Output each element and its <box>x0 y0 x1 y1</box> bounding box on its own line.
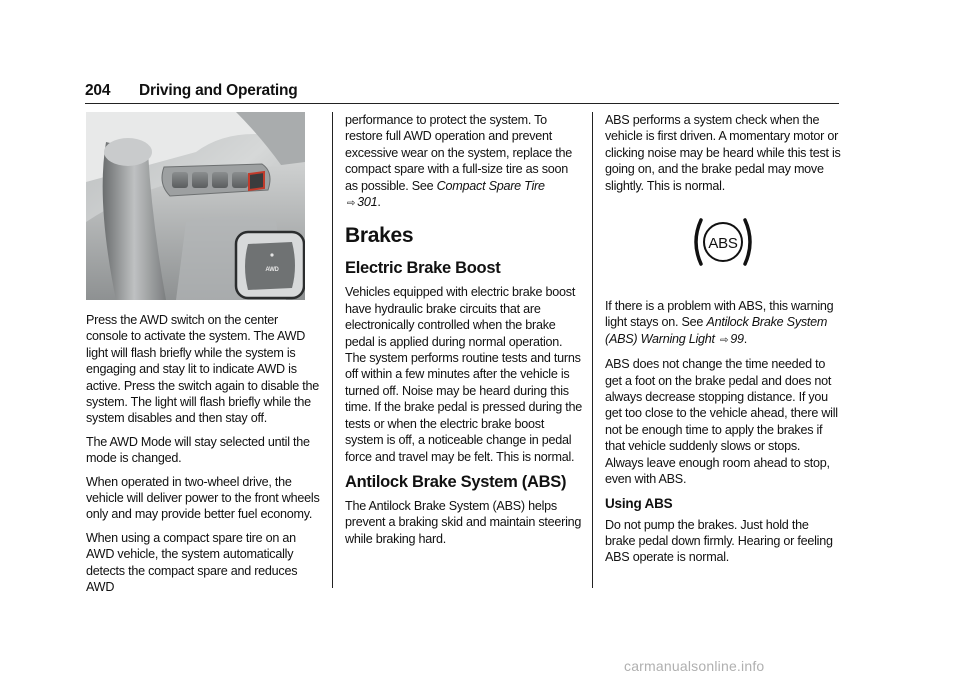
watermark: carmanualsonline.info <box>624 658 765 674</box>
using-abs-heading: Using ABS <box>605 495 673 511</box>
abs-symbol-text: ABS <box>708 235 738 253</box>
sentence-end: . <box>377 195 381 210</box>
awd-button-label: AWD <box>265 267 279 273</box>
abs-warning-light-ref-text: Antilock Brake System (ABS) Warning Light <box>605 315 828 346</box>
abs-problem-text: If there is a problem with ABS, this warning light stays on. See <box>605 299 834 330</box>
compact-spare-tire-page: 301 <box>357 195 378 210</box>
electric-brake-boost-heading: Electric Brake Boost <box>345 259 501 278</box>
using-abs-paragraph: Do not pump the brakes. Just hold the brake pedal down firmly. Hearing or feeling ABS operate is normal. <box>605 517 833 565</box>
column-divider-2 <box>592 112 593 588</box>
abs-problem-paragraph <box>605 298 841 349</box>
page-header <box>85 82 839 104</box>
abs-intro-paragraph: The Antilock Brake System (ABS) helps prevent a braking skid and maintain steering while braking hard. <box>345 498 582 546</box>
sentence-end: . <box>743 331 747 346</box>
abs-warning-light-page: 99 <box>730 331 744 346</box>
brakes-heading: Brakes <box>345 224 414 248</box>
column-1 <box>86 112 322 603</box>
reference-arrow-icon: ⇨ <box>347 198 356 210</box>
awd-paragraph-4: When using a compact spare tire on an AWD vehicle, the system automatically detects the compact spare and reduces AWD <box>86 530 298 595</box>
column-3 <box>605 112 841 573</box>
awd-paragraph-2: The AWD Mode will stay selected until the mode is changed. <box>86 434 310 466</box>
electric-brake-boost-paragraph: Vehicles equipped with electric brake boost have hydraulic brake circuits that are electronically controlled when the brake pedal is applied during normal operation. The system performs routine tests and turns off within a few minutes after the vehicle is turned off. Noise may be heard during this time. If the brake pedal is pressed during the tests or when the electric brake boost system is off, a noticeable change in pedal force and travel may be felt. This is normal. <box>345 285 583 464</box>
awd-continued-text: performance to protect the system. To restore full AWD operation and prevent excessive wear on the system, replace the compact spare with a full-size tire as soon as possible. See <box>345 113 573 193</box>
column-2 <box>345 112 583 554</box>
abs-stopping-paragraph: ABS does not change the time needed to get a foot on the brake pedal and does not always decrease stopping distance. If you get too close to the vehicle ahead, there will not be enough time to apply the brakes if that vehicle suddenly slows or stops. Always leave enough room ahead to stop, even with ABS. <box>605 357 838 487</box>
awd-paragraph-3: When operated in two-wheel drive, the vehicle will deliver power to the front wheels only and may provide better fuel economy. <box>86 474 320 522</box>
awd-paragraph-1: Press the AWD switch on the center console to activate the system. The AWD light will flash briefly while the system is engaging and stay lit to indicate AWD is active. Press the switch again to disable the system. The light will flash briefly while the system disables and then stay off. <box>86 313 320 426</box>
page-number: 204 <box>85 82 111 99</box>
section-title: Driving and Operating <box>139 82 298 99</box>
compact-spare-tire-ref-text: Compact Spare Tire <box>436 178 545 193</box>
column-divider-1 <box>332 112 333 588</box>
abs-warning-light-icon <box>689 216 757 268</box>
abs-warning-symbol <box>605 204 841 282</box>
reference-arrow-icon: ⇨ <box>720 334 729 346</box>
awd-continued-paragraph <box>345 112 583 212</box>
header-divider <box>85 103 839 104</box>
abs-heading: Antilock Brake System (ABS) <box>345 472 567 491</box>
abs-system-check-paragraph: ABS performs a system check when the vehicle is first driven. A momentary motor or clicking noise may be heard while this test is going on, and the brake pedal may move slightly. This is normal. <box>605 113 841 193</box>
awd-switch-photo <box>86 112 305 300</box>
